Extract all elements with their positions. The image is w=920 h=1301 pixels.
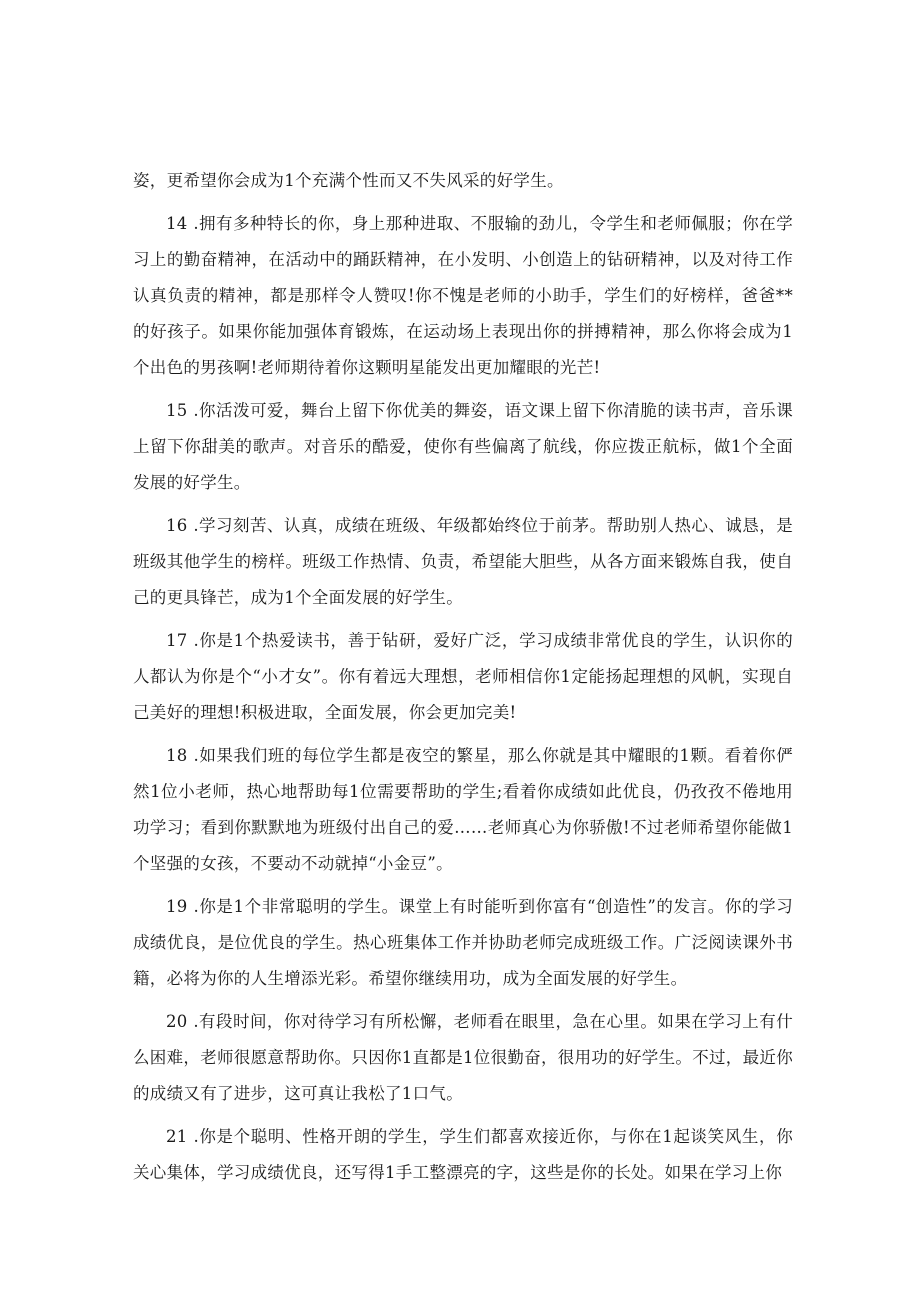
paragraph-16: 16 .学习刻苦、认真，成绩在班级、年级都始终位于前茅。帮助别人热心、诚恳，是班级其他学生的榜样。班级工作热情、负责，希望能大胆些，从各方面来锻炼自我，使自己的更具锋芒，成为1个全面发展的好学生。	[133, 516, 793, 607]
paragraph-18: 18 .如果我们班的每位学生都是夜空的繁星，那么你就是其中耀眼的1颗。看着你俨然1位小老师，热心地帮助每1位需要帮助的学生;看着你成绩如此优良，仍孜孜不倦地用功学习；看到你默默地为班级付出自己的爱……老师真心为你骄傲!不过老师希望你能做1个坚强的女孩，不要动不动就掉“小金豆”。	[133, 746, 793, 873]
paragraph-13-continuation: 姿，更希望你会成为1个充满个性而又不失风采的好学生。	[133, 171, 564, 190]
paragraph-17: 17 .你是1个热爱读书，善于钻研，爱好广泛，学习成绩非常优良的学生，认识你的人都认为你是个“小才女”。你有着远大理想，老师相信你1定能扬起理想的风帆，实现自己美好的理想!积极进取，全面发展，你会更加完美!	[133, 631, 793, 722]
paragraph-21: 21 .你是个聪明、性格开朗的学生，学生们都喜欢接近你，与你在1起谈笑风生，你关心集体，学习成绩优良，还写得1手工整漂亮的字，这些是你的长处。如果在学习上你	[133, 1127, 793, 1182]
document-body	[133, 163, 793, 1198]
paragraph-20: 20 .有段时间，你对待学习有所松懈，老师看在眼里，急在心里。如果在学习上有什么困难，老师很愿意帮助你。只因你1直都是1位很勤奋，很用功的好学生。不过，最近你的成绩又有了进步，这可真让我松了1口气。	[133, 1012, 793, 1103]
paragraph-19: 19 .你是1个非常聪明的学生。课堂上有时能听到你富有“创造性”的发言。你的学习成绩优良，是位优良的学生。热心班集体工作并协助老师完成班级工作。广泛阅读课外书籍，必将为你的人生增添光彩。希望你继续用功，成为全面发展的好学生。	[133, 897, 793, 988]
paragraph-15: 15 .你活泼可爱，舞台上留下你优美的舞姿，语文课上留下你清脆的读书声，音乐课上留下你甜美的歌声。对音乐的酷爱，使你有些偏离了航线，你应拨正航标，做1个全面发展的好学生。	[133, 401, 793, 492]
paragraph-14: 14 .拥有多种特长的你，身上那种进取、不服输的劲儿，令学生和老师佩服；你在学习上的勤奋精神，在活动中的踊跃精神，在小发明、小创造上的钻研精神，以及对待工作认真负责的精神，都是那样令人赞叹!你不愧是老师的小助手，学生们的好榜样，爸爸**的好孩子。如果你能加强体育锻炼，在运动场上表现出你的拼搏精神，那么你将会成为1个出色的男孩啊!老师期待着你这颗明星能发出更加耀眼的光芒!	[133, 214, 793, 377]
